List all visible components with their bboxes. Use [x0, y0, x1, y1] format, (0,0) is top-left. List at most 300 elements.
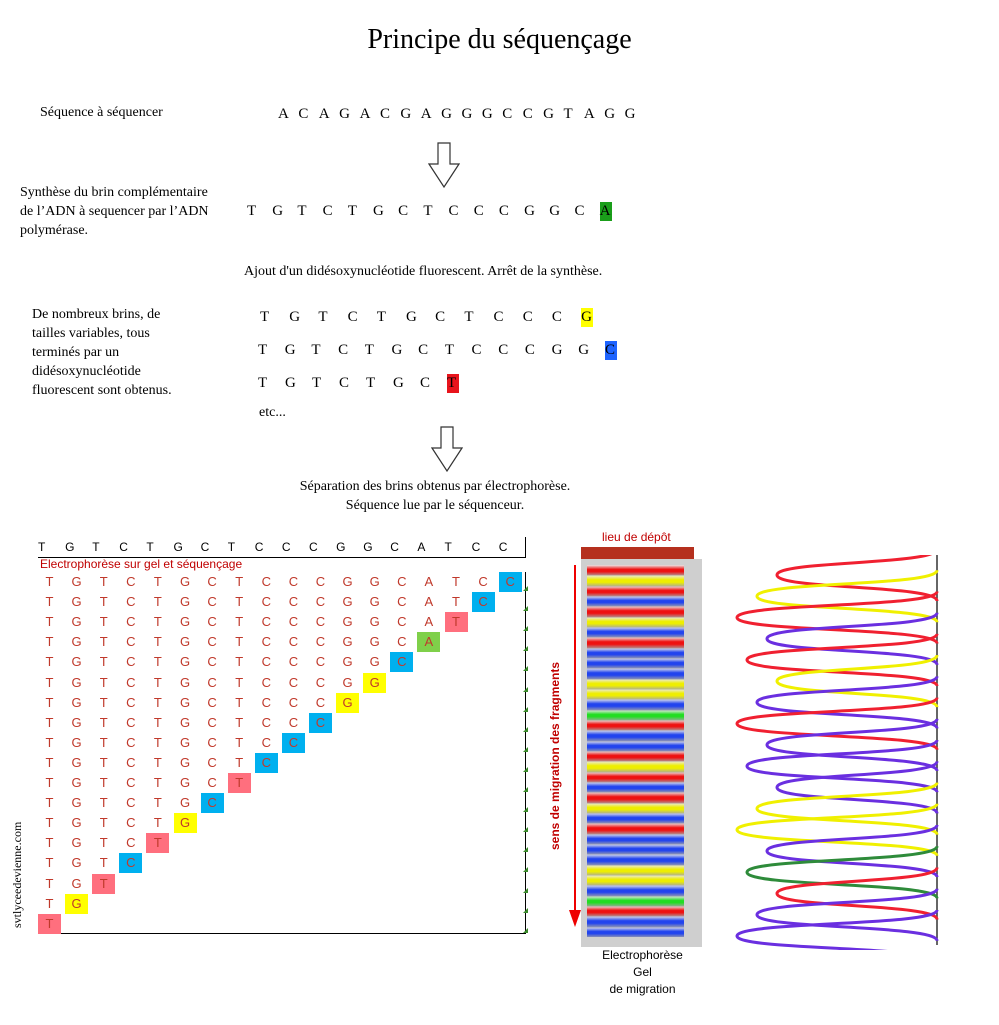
grid-nucleotide: T — [153, 714, 162, 730]
header-nucleotide: A — [417, 540, 426, 554]
grid-nucleotide: G — [342, 594, 353, 610]
row-tick — [523, 707, 528, 712]
synthesis-label: Synthèse du brin complémentaire de l’ADN à sequencer par l’ADN polymérase. — [20, 185, 209, 238]
grid-nucleotide: C — [126, 775, 136, 790]
row-tick — [523, 586, 528, 591]
terminal-nucleotide: G — [65, 894, 88, 914]
grid-nucleotide: G — [71, 734, 82, 750]
terminal-nucleotide: A — [417, 632, 440, 652]
nucleotide: G — [372, 203, 384, 219]
grid-nucleotide: G — [71, 714, 82, 730]
nucleotide: C — [498, 342, 509, 358]
nucleotide: T — [312, 375, 322, 391]
grid-nucleotide: G — [71, 674, 82, 690]
grid-nucleotide: C — [126, 835, 136, 851]
grid-nucleotide: G — [179, 574, 191, 589]
grid-nucleotide: T — [153, 734, 162, 750]
grid-nucleotide: C — [288, 674, 299, 690]
grid-nucleotide: T — [99, 694, 108, 710]
grid-nucleotide: G — [71, 815, 82, 831]
grid-nucleotide: T — [153, 795, 162, 811]
chromatogram-peak — [737, 698, 937, 750]
complementary-strand — [247, 202, 612, 221]
grid-nucleotide: C — [207, 734, 217, 750]
page-title: Principe du séquençage — [367, 24, 632, 55]
grid-nucleotide: T — [45, 754, 54, 770]
row-tick — [523, 666, 528, 671]
terminal-nucleotide: C — [119, 853, 142, 873]
grid-nucleotide: T — [45, 574, 54, 589]
grid-nucleotide: G — [179, 674, 191, 690]
grid-nucleotide: G — [369, 654, 380, 670]
terminal-nucleotide: T — [146, 833, 169, 853]
fluorescent-nucleotide: G — [581, 309, 592, 325]
grid-nucleotide: G — [71, 875, 82, 891]
grid-nucleotide: T — [99, 835, 108, 851]
nucleotide: A — [359, 106, 371, 122]
grid-nucleotide: G — [342, 654, 353, 670]
header-nucleotide: C — [498, 540, 508, 554]
nucleotide: G — [481, 106, 493, 122]
terminal-nucleotide: T — [38, 914, 61, 934]
grid-nucleotide: C — [315, 614, 326, 630]
grid-nucleotide: T — [45, 734, 54, 750]
header-nucleotide: G — [336, 540, 346, 554]
nucleotide: T — [258, 342, 268, 358]
row-tick — [523, 867, 528, 872]
chromatogram-peak — [767, 825, 937, 877]
grid-nucleotide: C — [126, 815, 136, 831]
nucleotide: A — [278, 106, 289, 122]
chromatogram-peak — [747, 740, 937, 792]
grid-nucleotide: G — [179, 614, 191, 630]
terminal-nucleotide: C — [255, 753, 278, 773]
grid-nucleotide: G — [179, 754, 191, 770]
grid-nucleotide: C — [261, 694, 271, 710]
header-nucleotide: T — [444, 540, 452, 554]
grid-nucleotide: C — [126, 694, 136, 710]
row-tick — [523, 747, 528, 752]
ajout-text: Ajout d'un didésoxynucléotide fluorescent. Arrêt de la synthèse. — [244, 264, 603, 279]
chromatogram-peak — [757, 783, 937, 835]
nucleotide: G — [551, 342, 563, 358]
nucleotide: T — [258, 375, 268, 391]
nucleotide: C — [338, 342, 349, 358]
gel-lanes — [587, 565, 684, 937]
terminal-nucleotide: T — [445, 612, 468, 632]
nucleotide: G — [405, 309, 417, 325]
chromatogram-peak — [737, 804, 937, 856]
header-nucleotide: T — [38, 540, 46, 554]
nucleotide: A — [583, 106, 595, 122]
nucleotide: G — [461, 106, 473, 122]
grid-nucleotide: C — [397, 634, 407, 650]
grid-nucleotide: C — [288, 654, 299, 670]
row-tick — [523, 888, 528, 893]
row-tick — [523, 847, 528, 852]
grid-nucleotide: C — [261, 714, 271, 730]
grid-nucleotide: C — [126, 714, 136, 730]
grid-nucleotide: T — [45, 775, 54, 790]
grid-nucleotide: T — [235, 754, 244, 770]
fluorescent-nucleotide: T — [447, 374, 459, 393]
grid-nucleotide: T — [235, 654, 244, 670]
grid-nucleotide: T — [452, 594, 460, 610]
fluorescent-nucleotide: C — [604, 342, 615, 358]
grid-nucleotide: G — [179, 594, 191, 610]
nucleotide: C — [379, 106, 390, 122]
grid-nucleotide: T — [235, 674, 244, 690]
terminal-nucleotide: C — [309, 713, 332, 733]
grid-nucleotide: T — [99, 855, 108, 871]
header-nucleotide: C — [119, 540, 128, 554]
chromatogram-peak — [777, 868, 937, 920]
grid-nucleotide: C — [288, 574, 299, 589]
grid-nucleotide: G — [342, 614, 353, 630]
terminal-nucleotide: C — [499, 572, 522, 592]
chromatogram-peak — [757, 889, 937, 941]
grid-nucleotide: T — [153, 654, 162, 670]
nucleotide: C — [347, 309, 358, 325]
grid-nucleotide: C — [207, 754, 217, 770]
strands-label: De nombreux brins, de tailles variables, tous terminés par un didésoxynucléotide fluorescent sont obtenus. — [32, 307, 172, 398]
grid-nucleotide: C — [478, 574, 488, 589]
etc-text: etc... — [259, 405, 286, 420]
grid-nucleotide: C — [207, 634, 217, 650]
nucleotide: G — [400, 106, 412, 122]
nucleotide: G — [578, 342, 590, 358]
chromatogram-peak — [757, 676, 937, 728]
nucleotide: G — [391, 342, 403, 358]
separation-text: Séparation des brins obtenus par électrophorèse. Séquence lue par le séquenceur. — [299, 479, 571, 513]
nucleotide: C — [574, 203, 585, 219]
terminal-nucleotide: C — [390, 652, 413, 672]
nucleotide: A — [318, 106, 330, 122]
header-nucleotide: G — [173, 540, 183, 554]
header-nucleotide: C — [309, 540, 318, 554]
grid-nucleotide: C — [261, 674, 271, 690]
nucleotide: G — [624, 106, 636, 122]
grid-nucleotide: G — [71, 835, 82, 851]
nucleotide: G — [604, 106, 616, 122]
grid-nucleotide: G — [179, 775, 191, 790]
nucleotide: C — [524, 342, 535, 358]
terminal-nucleotide: G — [336, 693, 359, 713]
nucleotide: G — [393, 375, 404, 391]
grid-nucleotide: G — [71, 754, 82, 770]
grid-nucleotide: G — [369, 614, 380, 630]
grid-header — [38, 537, 526, 558]
nucleotide: C — [398, 203, 409, 219]
grid-nucleotide: T — [45, 694, 54, 710]
grid-nucleotide: T — [235, 634, 244, 650]
grid-nucleotide: T — [235, 594, 244, 610]
grid-nucleotide: G — [71, 574, 82, 589]
grid-nucleotide: C — [315, 574, 326, 589]
grid-nucleotide: G — [179, 795, 191, 811]
grid-title: Electrophorèse sur gel et séquençage — [40, 557, 243, 571]
grid-nucleotide: C — [207, 694, 217, 710]
grid-nucleotide: T — [45, 674, 54, 690]
chromatogram — [705, 555, 950, 950]
nucleotide: A — [420, 106, 432, 122]
sequence-label: Séquence à séquencer — [40, 105, 163, 120]
row-tick — [523, 687, 528, 692]
gel-band — [587, 927, 684, 937]
grid-nucleotide: G — [369, 594, 380, 610]
grid-nucleotide: T — [45, 714, 54, 730]
grid-nucleotide: C — [207, 775, 217, 790]
grid-nucleotide: G — [71, 634, 82, 650]
nucleotide: C — [471, 342, 482, 358]
grid-nucleotide: C — [315, 674, 326, 690]
nucleotide: G — [339, 106, 351, 122]
grid-nucleotide: C — [126, 594, 136, 610]
nucleotide: C — [473, 203, 484, 219]
nucleotide: C — [298, 106, 309, 122]
terminal-nucleotide: G — [363, 673, 386, 693]
grid-nucleotide: T — [452, 574, 460, 589]
grid-nucleotide: G — [179, 714, 191, 730]
grid-nucleotide: T — [99, 634, 108, 650]
grid-nucleotide: T — [99, 734, 108, 750]
terminal-nucleotide: C — [201, 793, 224, 813]
grid-nucleotide: T — [235, 734, 244, 750]
grid-nucleotide: C — [315, 654, 326, 670]
row-tick — [523, 807, 528, 812]
row-tick — [523, 787, 528, 792]
nucleotide: C — [322, 203, 333, 219]
grid-nucleotide: C — [207, 674, 217, 690]
grid-nucleotide: C — [207, 574, 217, 589]
nucleotide: C — [522, 106, 533, 122]
grid-nucleotide: C — [207, 594, 217, 610]
down-arrow-icon — [428, 142, 460, 188]
grid-nucleotide: C — [315, 594, 326, 610]
header-nucleotide: C — [281, 540, 291, 554]
grid-nucleotide: C — [397, 594, 407, 610]
nucleotide: G — [549, 203, 561, 219]
terminal-nucleotide: T — [228, 773, 251, 793]
grid-nucleotide: G — [71, 855, 82, 871]
grid-nucleotide: C — [261, 614, 271, 630]
nucleotide: T — [464, 309, 474, 325]
nucleotide: G — [524, 203, 535, 219]
grid-nucleotide: C — [315, 694, 326, 710]
nucleotide: T — [376, 309, 386, 325]
nucleotide: G — [289, 309, 301, 325]
nucleotide: C — [418, 342, 429, 358]
grid-nucleotide: G — [369, 634, 380, 650]
gel-axis-label: sens de migration des fragments — [548, 661, 562, 850]
nucleotide: T — [247, 203, 257, 219]
grid-nucleotide: G — [342, 574, 353, 589]
grid-nucleotide: C — [261, 594, 271, 610]
grid-nucleotide: G — [179, 634, 191, 650]
grid-nucleotide: T — [45, 875, 54, 891]
grid-nucleotide: T — [153, 775, 162, 790]
strand-3 — [258, 374, 459, 393]
header-nucleotide: G — [65, 540, 75, 554]
gel-depot-label: lieu de dépôt — [602, 530, 671, 544]
row-tick — [523, 727, 528, 732]
grid-nucleotide: T — [153, 674, 162, 690]
chromatogram-peak — [747, 846, 937, 898]
grid-nucleotide: C — [397, 574, 407, 589]
grid-nucleotide: C — [261, 574, 271, 589]
grid-nucleotide: C — [261, 634, 271, 650]
grid-nucleotide: T — [45, 795, 54, 811]
terminal-nucleotide: C — [282, 733, 305, 753]
grid-nucleotide: T — [153, 614, 162, 630]
grid-nucleotide: G — [71, 594, 82, 610]
row-tick — [523, 827, 528, 832]
grid-nucleotide: G — [71, 694, 82, 710]
row-tick — [523, 767, 528, 772]
nucleotide: T — [563, 106, 573, 122]
grid-nucleotide: C — [207, 714, 217, 730]
grid-nucleotide: A — [424, 574, 434, 589]
nucleotide: T — [366, 375, 376, 391]
grid-nucleotide: G — [71, 795, 82, 811]
grid-nucleotide: C — [288, 594, 299, 610]
grid-nucleotide: C — [261, 734, 271, 750]
sequencing-grid — [38, 572, 525, 933]
grid-nucleotide: T — [99, 614, 108, 630]
nucleotide: C — [493, 309, 504, 325]
header-nucleotide: C — [471, 540, 481, 554]
grid-nucleotide: C — [126, 674, 136, 690]
chromatogram-peak — [777, 655, 937, 707]
grid-nucleotide: G — [179, 694, 191, 710]
header-nucleotide: T — [227, 540, 236, 554]
grid-nucleotide: G — [179, 654, 191, 670]
grid-nucleotide: T — [235, 614, 244, 630]
grid-nucleotide: G — [71, 614, 82, 630]
grid-nucleotide: T — [99, 654, 108, 670]
grid-nucleotide: T — [235, 694, 244, 710]
grid-nucleotide: T — [45, 594, 54, 610]
chromatogram-peak — [757, 570, 937, 622]
nucleotide: T — [347, 203, 357, 219]
nucleotide: C — [448, 203, 459, 219]
nucleotide: C — [339, 375, 350, 391]
nucleotide: T — [297, 203, 307, 219]
grid-nucleotide: T — [153, 754, 162, 770]
chromatogram-peak — [747, 634, 937, 686]
nucleotide: T — [364, 342, 374, 358]
grid-nucleotide: C — [288, 614, 299, 630]
nucleotide: G — [441, 106, 452, 122]
nucleotide: C — [420, 375, 431, 391]
header-nucleotide: T — [92, 540, 100, 554]
grid-nucleotide: T — [99, 674, 108, 690]
chromatogram-peak — [737, 591, 937, 643]
nucleotide: C — [498, 203, 509, 219]
header-nucleotide: G — [363, 540, 373, 554]
chromatogram-peak — [737, 910, 937, 950]
migration-arrow-icon — [565, 565, 585, 930]
nucleotide: C — [502, 106, 513, 122]
nucleotide: G — [285, 375, 296, 391]
grid-nucleotide: C — [397, 614, 407, 630]
terminal-nucleotide: C — [472, 592, 495, 612]
grid-nucleotide: T — [99, 574, 108, 589]
grid-nucleotide: G — [71, 775, 82, 790]
grid-nucleotide: A — [424, 594, 434, 610]
nucleotide: G — [272, 203, 284, 219]
grid-nucleotide: C — [126, 574, 136, 589]
header-nucleotide: C — [390, 540, 399, 554]
row-tick — [523, 626, 528, 631]
nucleotide: T — [311, 342, 321, 358]
fluorescent-nucleotide: A — [599, 203, 611, 219]
grid-nucleotide: T — [45, 654, 54, 670]
header-nucleotide: C — [200, 540, 210, 554]
grid-nucleotide: T — [45, 835, 54, 851]
nucleotide: T — [260, 309, 270, 325]
grid-nucleotide: C — [126, 795, 136, 811]
grid-nucleotide: T — [45, 815, 54, 831]
nucleotide: C — [551, 309, 562, 325]
grid-nucleotide: T — [153, 634, 162, 650]
chromatogram-peak — [767, 719, 937, 771]
gel-caption: Electrophorèse Gel de migration — [602, 948, 683, 996]
grid-nucleotide: C — [126, 634, 136, 650]
grid-nucleotide: T — [99, 754, 108, 770]
grid-nucleotide: T — [235, 714, 244, 730]
grid-nucleotide: G — [369, 574, 380, 589]
grid-nucleotide: T — [153, 594, 162, 610]
grid-nucleotide: G — [179, 734, 191, 750]
strand-2 — [258, 341, 617, 360]
grid-nucleotide: G — [342, 674, 353, 690]
grid-nucleotide: C — [288, 634, 299, 650]
grid-nucleotide: T — [153, 815, 162, 831]
grid-nucleotide: G — [71, 654, 82, 670]
nucleotide: G — [543, 106, 554, 122]
grid-nucleotide: T — [45, 634, 54, 650]
grid-nucleotide: T — [99, 795, 108, 811]
row-tick — [523, 646, 528, 651]
grid-nucleotide: T — [235, 574, 244, 589]
grid-nucleotide: A — [424, 614, 434, 630]
grid-nucleotide: C — [126, 734, 136, 750]
grid-nucleotide: T — [99, 714, 108, 730]
grid-nucleotide: C — [207, 654, 217, 670]
dna-sequence — [278, 106, 645, 123]
grid-nucleotide: C — [315, 634, 326, 650]
gel-deposit-bar — [581, 547, 694, 559]
grid-nucleotide: C — [288, 694, 299, 710]
header-nucleotide: T — [146, 540, 154, 554]
grid-nucleotide: T — [153, 574, 162, 589]
grid-nucleotide: T — [45, 855, 54, 871]
terminal-nucleotide: G — [174, 813, 197, 833]
grid-nucleotide: G — [342, 634, 353, 650]
nucleotide: T — [423, 203, 433, 219]
grid-nucleotide: C — [207, 614, 217, 630]
nucleotide: T — [444, 342, 454, 358]
grid-nucleotide: T — [99, 775, 108, 790]
nucleotide: T — [318, 309, 328, 325]
row-tick — [523, 606, 528, 611]
grid-nucleotide: T — [45, 895, 54, 911]
row-tick — [523, 908, 528, 913]
header-nucleotide: C — [254, 540, 264, 554]
grid-nucleotide: C — [126, 754, 136, 770]
chromatogram-peak — [767, 613, 937, 665]
